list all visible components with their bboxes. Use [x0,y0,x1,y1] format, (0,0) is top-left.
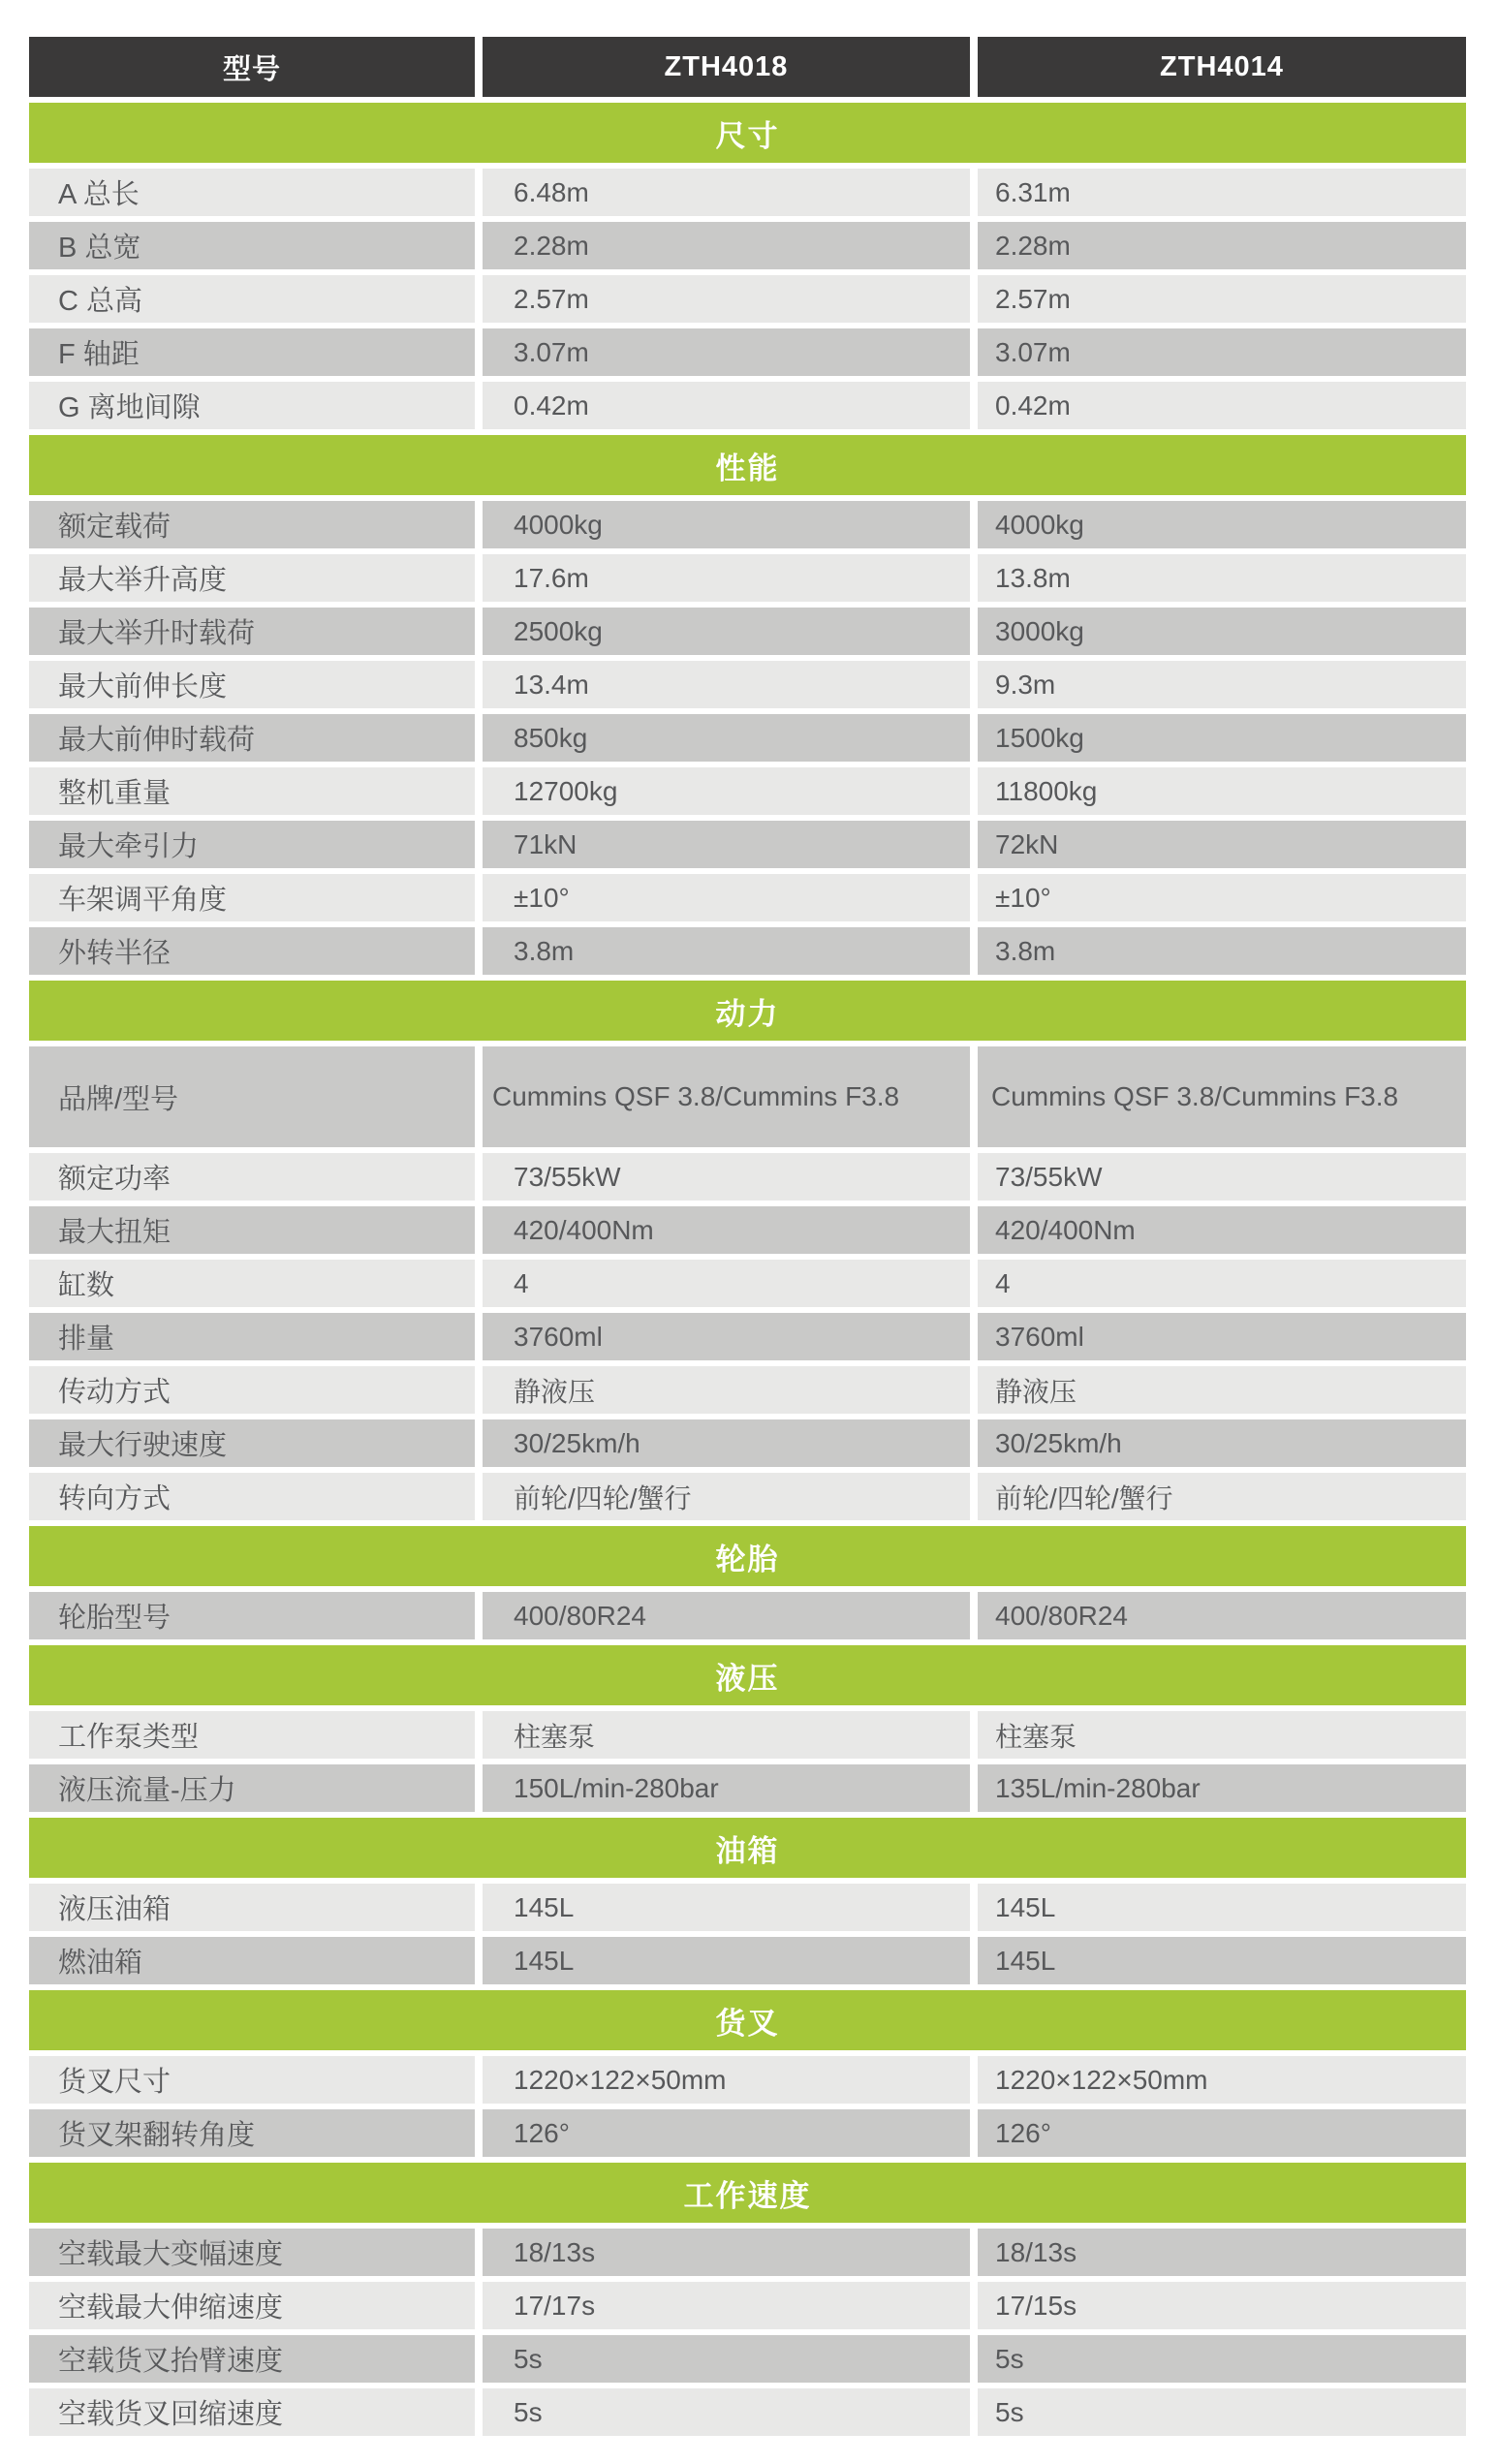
spec-label-cell: 最大前伸长度 [29,661,475,708]
spec-label-cell: 货叉尺寸 [29,2056,475,2104]
section-title-power: 动力 [715,996,780,1031]
spec-value-cell-zth4018: ±10° [483,874,970,921]
spec-row [29,874,1466,921]
section-header-tires [29,1526,1466,1586]
spec-value-cell-zth4014: Cummins QSF 3.8/Cummins F3.8 [978,1046,1466,1147]
header-cell-zth4014 [978,37,1466,97]
spec-label-cell: 液压油箱 [29,1884,475,1931]
spec-label-cell: 空载货叉回缩速度 [29,2388,475,2436]
spec-label-cell: 排量 [29,1313,475,1360]
spec-value-cell-zth4014: 145L [978,1884,1466,1931]
spec-value-cell-zth4014: 400/80R24 [978,1592,1466,1639]
spec-label-cell: 外转半径 [29,927,475,975]
spec-label-cell: 最大行驶速度 [29,1419,475,1467]
spec-label-cell: 货叉架翻转角度 [29,2109,475,2157]
spec-row [29,1046,1466,1147]
spec-value-cell-zth4018: 145L [483,1884,970,1931]
spec-row [29,1419,1466,1467]
spec-row [29,2335,1466,2383]
spec-value-cell-zth4018: Cummins QSF 3.8/Cummins F3.8 [483,1046,970,1147]
spec-row [29,821,1466,868]
section-header-forks [29,1990,1466,2050]
spec-value-cell-zth4014: 18/13s [978,2229,1466,2276]
spec-value-cell-zth4018: 2.28m [483,222,970,269]
spec-row [29,1592,1466,1639]
spec-value-cell-zth4018: 6.48m [483,169,970,216]
section-title-dimensions: 尺寸 [715,118,780,153]
spec-value-cell-zth4018: 4000kg [483,501,970,548]
spec-value-cell-zth4018: 145L [483,1937,970,1984]
spec-value-cell-zth4014: 11800kg [978,767,1466,815]
spec-row [29,2229,1466,2276]
spec-label-cell: 最大扭矩 [29,1206,475,1254]
table-header-row [29,37,1466,97]
spec-value-cell-zth4018: 400/80R24 [483,1592,970,1639]
spec-value-cell-zth4014: 6.31m [978,169,1466,216]
section-header-work-speeds [29,2163,1466,2223]
spec-value-cell-zth4014: 前轮/四轮/蟹行 [978,1473,1466,1520]
spec-value-cell-zth4014: 静液压 [978,1366,1466,1414]
spec-value-cell-zth4014: 17/15s [978,2282,1466,2329]
spec-row [29,2388,1466,2436]
section-header-dimensions [29,103,1466,163]
section-header-performance [29,435,1466,495]
spec-row [29,1153,1466,1201]
spec-value-cell-zth4014: 72kN [978,821,1466,868]
spec-row [29,1764,1466,1812]
header-cell-model [29,37,475,97]
spec-value-cell-zth4018: 71kN [483,821,970,868]
spec-label-cell: 额定功率 [29,1153,475,1201]
spec-row [29,382,1466,429]
section-title-performance: 性能 [715,451,780,485]
spec-label-cell: G 离地间隙 [29,382,475,429]
spec-label-cell: 品牌/型号 [29,1046,475,1147]
section-title-hydraulics: 液压 [715,1661,780,1696]
spec-value-cell-zth4018: 73/55kW [483,1153,970,1201]
spec-value-cell-zth4014: 2.28m [978,222,1466,269]
spec-row [29,328,1466,376]
spec-value-cell-zth4018: 静液压 [483,1366,970,1414]
spec-label-cell: 最大牵引力 [29,821,475,868]
spec-row [29,501,1466,548]
spec-row [29,1366,1466,1414]
spec-value-cell-zth4018: 17/17s [483,2282,970,2329]
spec-value-cell-zth4018: 前轮/四轮/蟹行 [483,1473,970,1520]
header-cell-zth4018 [483,37,970,97]
spec-value-cell-zth4014: 1500kg [978,714,1466,762]
spec-label-cell: 最大前伸时载荷 [29,714,475,762]
spec-value-cell-zth4018: 2500kg [483,608,970,655]
section-header-hydraulics [29,1645,1466,1705]
spec-row [29,1937,1466,1984]
spec-value-cell-zth4018: 17.6m [483,554,970,602]
spec-label-cell: 车架调平角度 [29,874,475,921]
spec-row [29,767,1466,815]
spec-value-cell-zth4018: 0.42m [483,382,970,429]
spec-row [29,2109,1466,2157]
spec-value-cell-zth4018: 12700kg [483,767,970,815]
spec-row [29,1884,1466,1931]
spec-value-cell-zth4014: 145L [978,1937,1466,1984]
header-col1-label: ZTH4018 [664,50,789,82]
spec-label-cell: 工作泵类型 [29,1711,475,1759]
spec-value-cell-zth4018: 1220×122×50mm [483,2056,970,2104]
spec-label-cell: 缸数 [29,1260,475,1307]
spec-row [29,222,1466,269]
spec-value-cell-zth4018: 150L/min-280bar [483,1764,970,1812]
spec-value-cell-zth4018: 420/400Nm [483,1206,970,1254]
spec-row [29,275,1466,323]
spec-value-cell-zth4018: 4 [483,1260,970,1307]
section-title-work-speeds: 工作速度 [683,2178,812,2213]
spec-value-cell-zth4018: 2.57m [483,275,970,323]
spec-value-cell-zth4014: 柱塞泵 [978,1711,1466,1759]
spec-label-cell: 传动方式 [29,1366,475,1414]
spec-label-cell: C 总高 [29,275,475,323]
spec-row [29,1473,1466,1520]
spec-label-cell: 轮胎型号 [29,1592,475,1639]
spec-row [29,608,1466,655]
spec-value-cell-zth4018: 3.07m [483,328,970,376]
section-header-tanks [29,1818,1466,1878]
spec-row [29,661,1466,708]
spec-label-cell: 转向方式 [29,1473,475,1520]
spec-table [29,37,1466,2436]
section-header-power [29,981,1466,1041]
spec-label-cell: F 轴距 [29,328,475,376]
spec-row [29,1260,1466,1307]
spec-row [29,2056,1466,2104]
spec-value-cell-zth4018: 5s [483,2388,970,2436]
spec-label-cell: 额定载荷 [29,501,475,548]
spec-label-cell: 液压流量-压力 [29,1764,475,1812]
section-title-forks: 货叉 [715,2006,780,2041]
spec-value-cell-zth4018: 850kg [483,714,970,762]
spec-label-cell: 燃油箱 [29,1937,475,1984]
spec-row [29,1206,1466,1254]
spec-value-cell-zth4018: 30/25km/h [483,1419,970,1467]
spec-value-cell-zth4014: 3.07m [978,328,1466,376]
spec-value-cell-zth4018: 5s [483,2335,970,2383]
spec-value-cell-zth4014: 3000kg [978,608,1466,655]
spec-value-cell-zth4014: 5s [978,2388,1466,2436]
spec-label-cell: 空载最大变幅速度 [29,2229,475,2276]
section-title-tanks: 油箱 [715,1833,780,1868]
spec-value-cell-zth4018: 柱塞泵 [483,1711,970,1759]
spec-value-cell-zth4014: 4000kg [978,501,1466,548]
spec-value-cell-zth4014: 3.8m [978,927,1466,975]
spec-value-cell-zth4014: 73/55kW [978,1153,1466,1201]
spec-value-cell-zth4018: 126° [483,2109,970,2157]
spec-row [29,1313,1466,1360]
section-title-tires: 轮胎 [715,1542,780,1576]
spec-value-cell-zth4018: 3760ml [483,1313,970,1360]
spec-value-cell-zth4014: 1220×122×50mm [978,2056,1466,2104]
spec-row [29,2282,1466,2329]
spec-label-cell: 空载最大伸缩速度 [29,2282,475,2329]
spec-row [29,927,1466,975]
spec-value-cell-zth4014: ±10° [978,874,1466,921]
spec-label-cell: 最大举升高度 [29,554,475,602]
spec-value-cell-zth4014: 0.42m [978,382,1466,429]
spec-row [29,554,1466,602]
spec-row [29,169,1466,216]
spec-value-cell-zth4018: 18/13s [483,2229,970,2276]
spec-row [29,1711,1466,1759]
spec-value-cell-zth4014: 4 [978,1260,1466,1307]
spec-value-cell-zth4014: 9.3m [978,661,1466,708]
header-model-label: 型号 [222,53,281,85]
spec-value-cell-zth4014: 13.8m [978,554,1466,602]
spec-value-cell-zth4018: 3.8m [483,927,970,975]
spec-row [29,714,1466,762]
spec-value-cell-zth4014: 135L/min-280bar [978,1764,1466,1812]
spec-label-cell: B 总宽 [29,222,475,269]
spec-value-cell-zth4014: 30/25km/h [978,1419,1466,1467]
spec-label-cell: A 总长 [29,169,475,216]
header-col2-label: ZTH4014 [1160,50,1284,82]
spec-value-cell-zth4014: 126° [978,2109,1466,2157]
spec-label-cell: 最大举升时载荷 [29,608,475,655]
spec-label-cell: 整机重量 [29,767,475,815]
spec-value-cell-zth4018: 13.4m [483,661,970,708]
spec-value-cell-zth4014: 420/400Nm [978,1206,1466,1254]
spec-value-cell-zth4014: 3760ml [978,1313,1466,1360]
spec-value-cell-zth4014: 2.57m [978,275,1466,323]
spec-label-cell: 空载货叉抬臂速度 [29,2335,475,2383]
spec-value-cell-zth4014: 5s [978,2335,1466,2383]
